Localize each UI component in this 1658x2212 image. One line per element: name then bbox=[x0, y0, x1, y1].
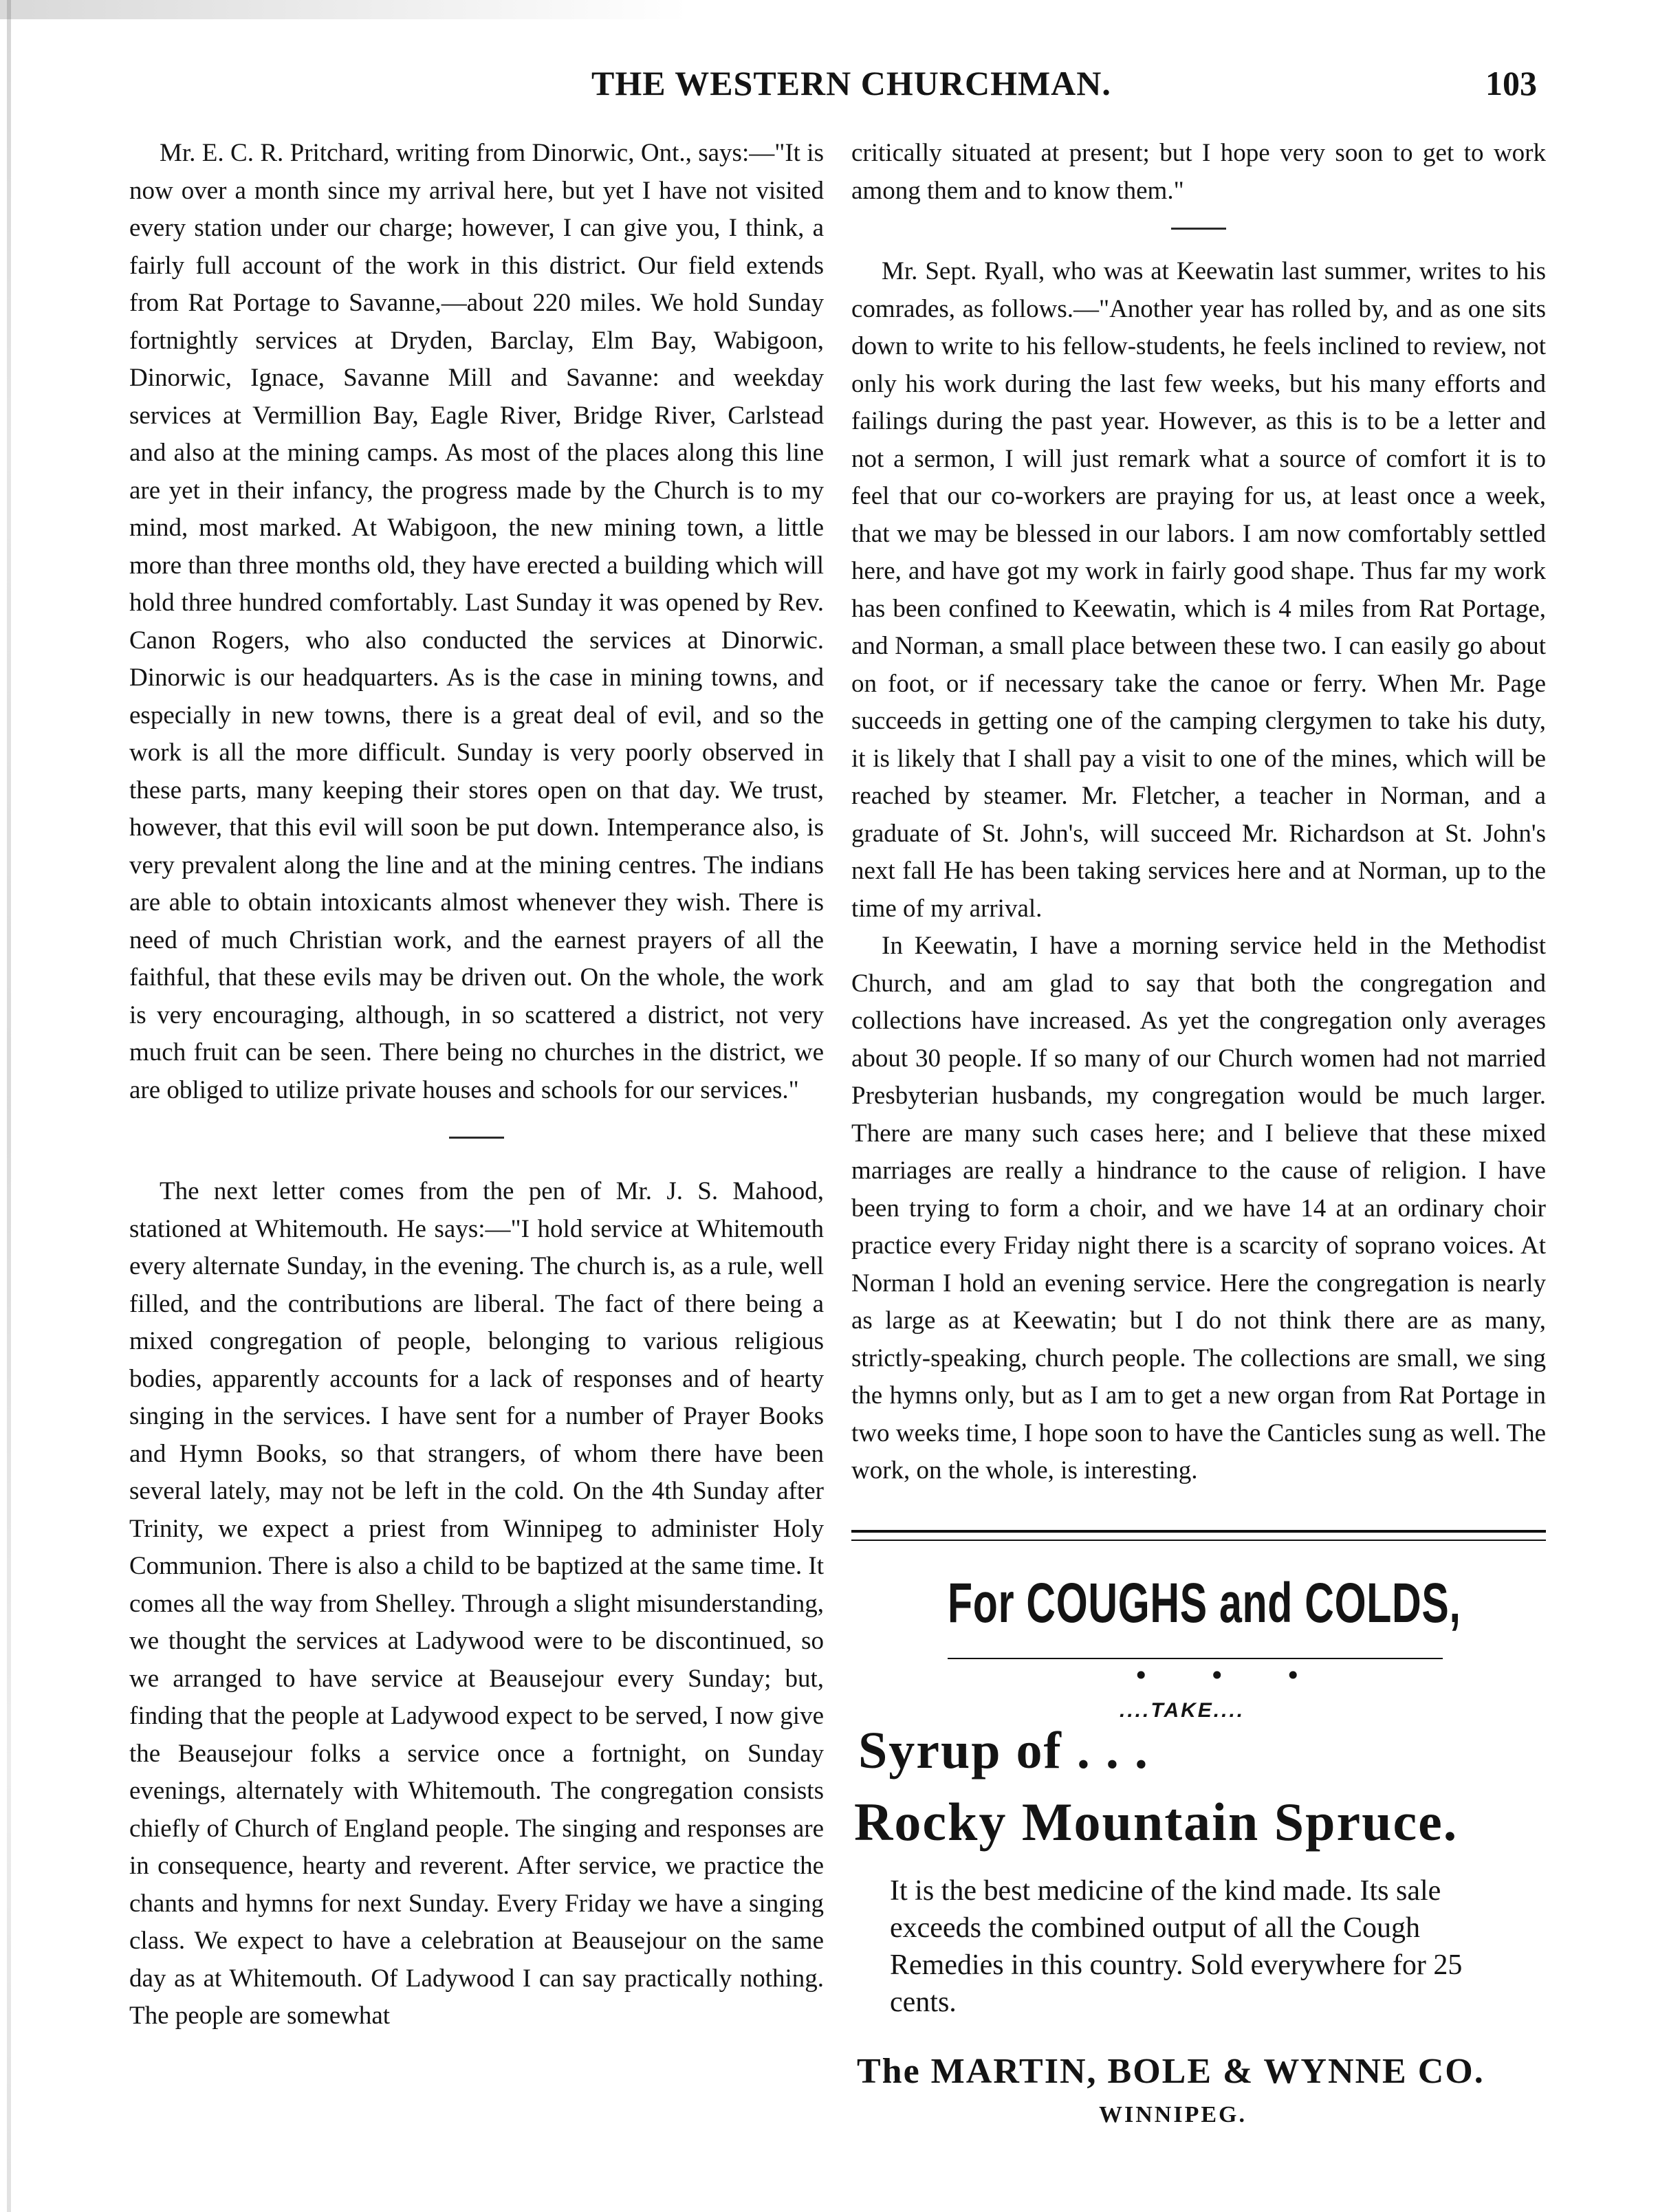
scan-top-shadow bbox=[0, 0, 688, 19]
left-column bbox=[129, 135, 824, 2035]
section-divider bbox=[1171, 228, 1226, 230]
ad-product-name: Rocky Mountain Spruce. bbox=[854, 1792, 1459, 1852]
ad-ornament-dots: • • • bbox=[1133, 1661, 1327, 1691]
advertisement bbox=[851, 1530, 1546, 2127]
ad-syrup-line: Syrup of . . . bbox=[858, 1722, 1149, 1780]
ryall-letter-keewatin: In Keewatin, I have a morning service held in the Methodist Church, and am glad to say that both the congregation and collections have increased. As yet the congregation only averages about 30 people. If so many of our Church women had not married Presbyterian husbands, my congregation would be much larger. There are many such cases here; and I believe that these mixed marriages are really a hindrance to the cause of religion. I have been trying to form a choir, and we have 14 at an ordinary choir practice every Friday night there is a scarcity of soprano voices. At Norman I hold an evening service. Here the congregation is nearly as large as at Keewatin; but I do not think there are as many, strictly-speaking, church people. The collections are small, we sing the hymns only, but as I am to get a new organ from Rat Portage in two weeks time, I hope soon to have the Canticles sung as well. The work, on the whole, is interesting. bbox=[851, 932, 1546, 1485]
ad-body-copy: It is the best medicine of the kind made. Its sale exceeds the combined output of all the Cough Remedies in this country. Sold everywhere for 25 cents. bbox=[890, 1875, 1463, 2018]
section-divider bbox=[449, 1137, 504, 1139]
right-column bbox=[851, 135, 1546, 1490]
ad-top-rule bbox=[851, 1530, 1546, 1541]
ad-headline: For COUGHS and COLDS, bbox=[948, 1572, 1461, 1634]
ryall-letter: Mr. Sept. Ryall, who was at Keewatin last summer, writes to his comrades, as follows.—"Another year has rolled by, and as one sits down to write to his fellow-students, he feels inclined to review, not only his work during the last few weeks, but his many efforts and failings during the past year. However, as this is to be a letter and not a sermon, I will just remark what a source of comfort it is to feel that our co-workers are praying for us, at least once a week, that we may be blessed in our labors. I am now comfortably settled here, and have got my work in fairly good shape. Thus far my work has been confined to Keewatin, which is 4 miles from Rat Portage, and Norman, a small place between these two. I can easily go about on foot, or if necessary take the canoe or ferry. When Mr. Page succeeds in getting one of the camping clergymen to take his duty, it is likely that I shall pay a visit to one of the mines, which will be reached by steamer. Mr. Fletcher, a teacher in Norman, and a graduate of St. John's, will succeed Mr. Richardson at St. John's next fall He has been taking services here and at Norman, up to the time of my arrival. bbox=[851, 257, 1546, 923]
ad-take-label: ....TAKE.... bbox=[1120, 1699, 1245, 1722]
pritchard-letter: Mr. E. C. R. Pritchard, writing from Dinorwic, Ont., says:—"It is now over a month since my arrival here, but yet I have not visited every station under our charge; however, I can give you, I think, a fairly full account of the work in this district. Our field extends from Rat Portage to Savanne,—about 220 miles. We hold Sunday fortnightly services at Dryden, Barclay, Elm Bay, Wabigoon, Dinorwic, Ignace, Savanne Mill and Savanne: and weekday services at Vermillion Bay, Eagle River, Bridge River, Carlstead and also at the mining camps. As most of the places along this line are yet in their infancy, the progress made by the Church is to my mind, most marked. At Wabigoon, the new mining town, a little more than three months old, they have erected a building which will hold three hundred comfortably. Last Sunday it was opened by Rev. Canon Rogers, who also conducted the services at Dinorwic. Dinorwic is our headquarters. As is the case in mining towns, and especially in new towns, there is a great deal of evil, and so the work is all the more difficult. Sunday is very poorly observed in these parts, many keeping their stores open on that day. We trust, however, that this evil will soon be put down. Intemperance also, is very prevalent along the line and at the mining centres. The indians are able to obtain intoxicants almost whenever they wish. There is need of much Christian work, and the earnest prayers of all the faithful, that these evils may be driven out. On the whole, the work is very encouraging, although, in so scattered a district, not very much fruit can be seen. There being no churches in the district, we are obliged to utilize private houses and schools for our services." bbox=[129, 139, 824, 1104]
mahood-letter-continued: critically situated at present; but I hope very soon to get to work among them and to know them." bbox=[851, 139, 1546, 205]
publication-title: THE WESTERN CHURCHMAN. bbox=[591, 64, 1111, 102]
ad-company-city: WINNIPEG. bbox=[1099, 2102, 1247, 2127]
ad-headline-rule bbox=[948, 1658, 1443, 1659]
page-header bbox=[0, 63, 1658, 118]
ad-company-name: The MARTIN, BOLE & WYNNE CO. bbox=[857, 2052, 1485, 2091]
page-number: 103 bbox=[1485, 64, 1537, 102]
mahood-letter: The next letter comes from the pen of Mr. J. S. Mahood, stationed at Whitemouth. He says:—"I hold service at Whitemouth every alternate Sunday, in the evening. The church is, as a rule, well filled, and the contributions are liberal. The fact of there being a mixed congregation of people, belonging to various religious bodies, apparently accounts for a lack of responses and of hearty singing in the services. I have sent for a number of Prayer Books and Hymn Books, so that strangers, of whom there have been several lately, may not be left in the cold. On the 4th Sunday after Trinity, we expect a priest from Winnipeg to administer Holy Communion. There is also a child to be baptized at the same time. It comes all the way from Shelley. Through a slight misunderstanding, we thought the services at Ladywood were to be discontinued, so we arranged to have service at Beausejour every Sunday; but, finding that the people at Ladywood expect to be served, I now give the Beausejour folks a service once a fortnight, on Sunday evenings, alternately with Whitemouth. The congregation consists chiefly of Church of England people. The singing and responses are in consequence, hearty and reverent. After service, we practice the chants and hymns for next Sunday. Every Friday we have a singing class. We expect to have a celebration at Beausejour on the same day as at Whitemouth. Of Ladywood I can say practically nothing. The people are somewhat bbox=[129, 1177, 824, 2030]
scan-edge-shadow bbox=[7, 0, 11, 2212]
